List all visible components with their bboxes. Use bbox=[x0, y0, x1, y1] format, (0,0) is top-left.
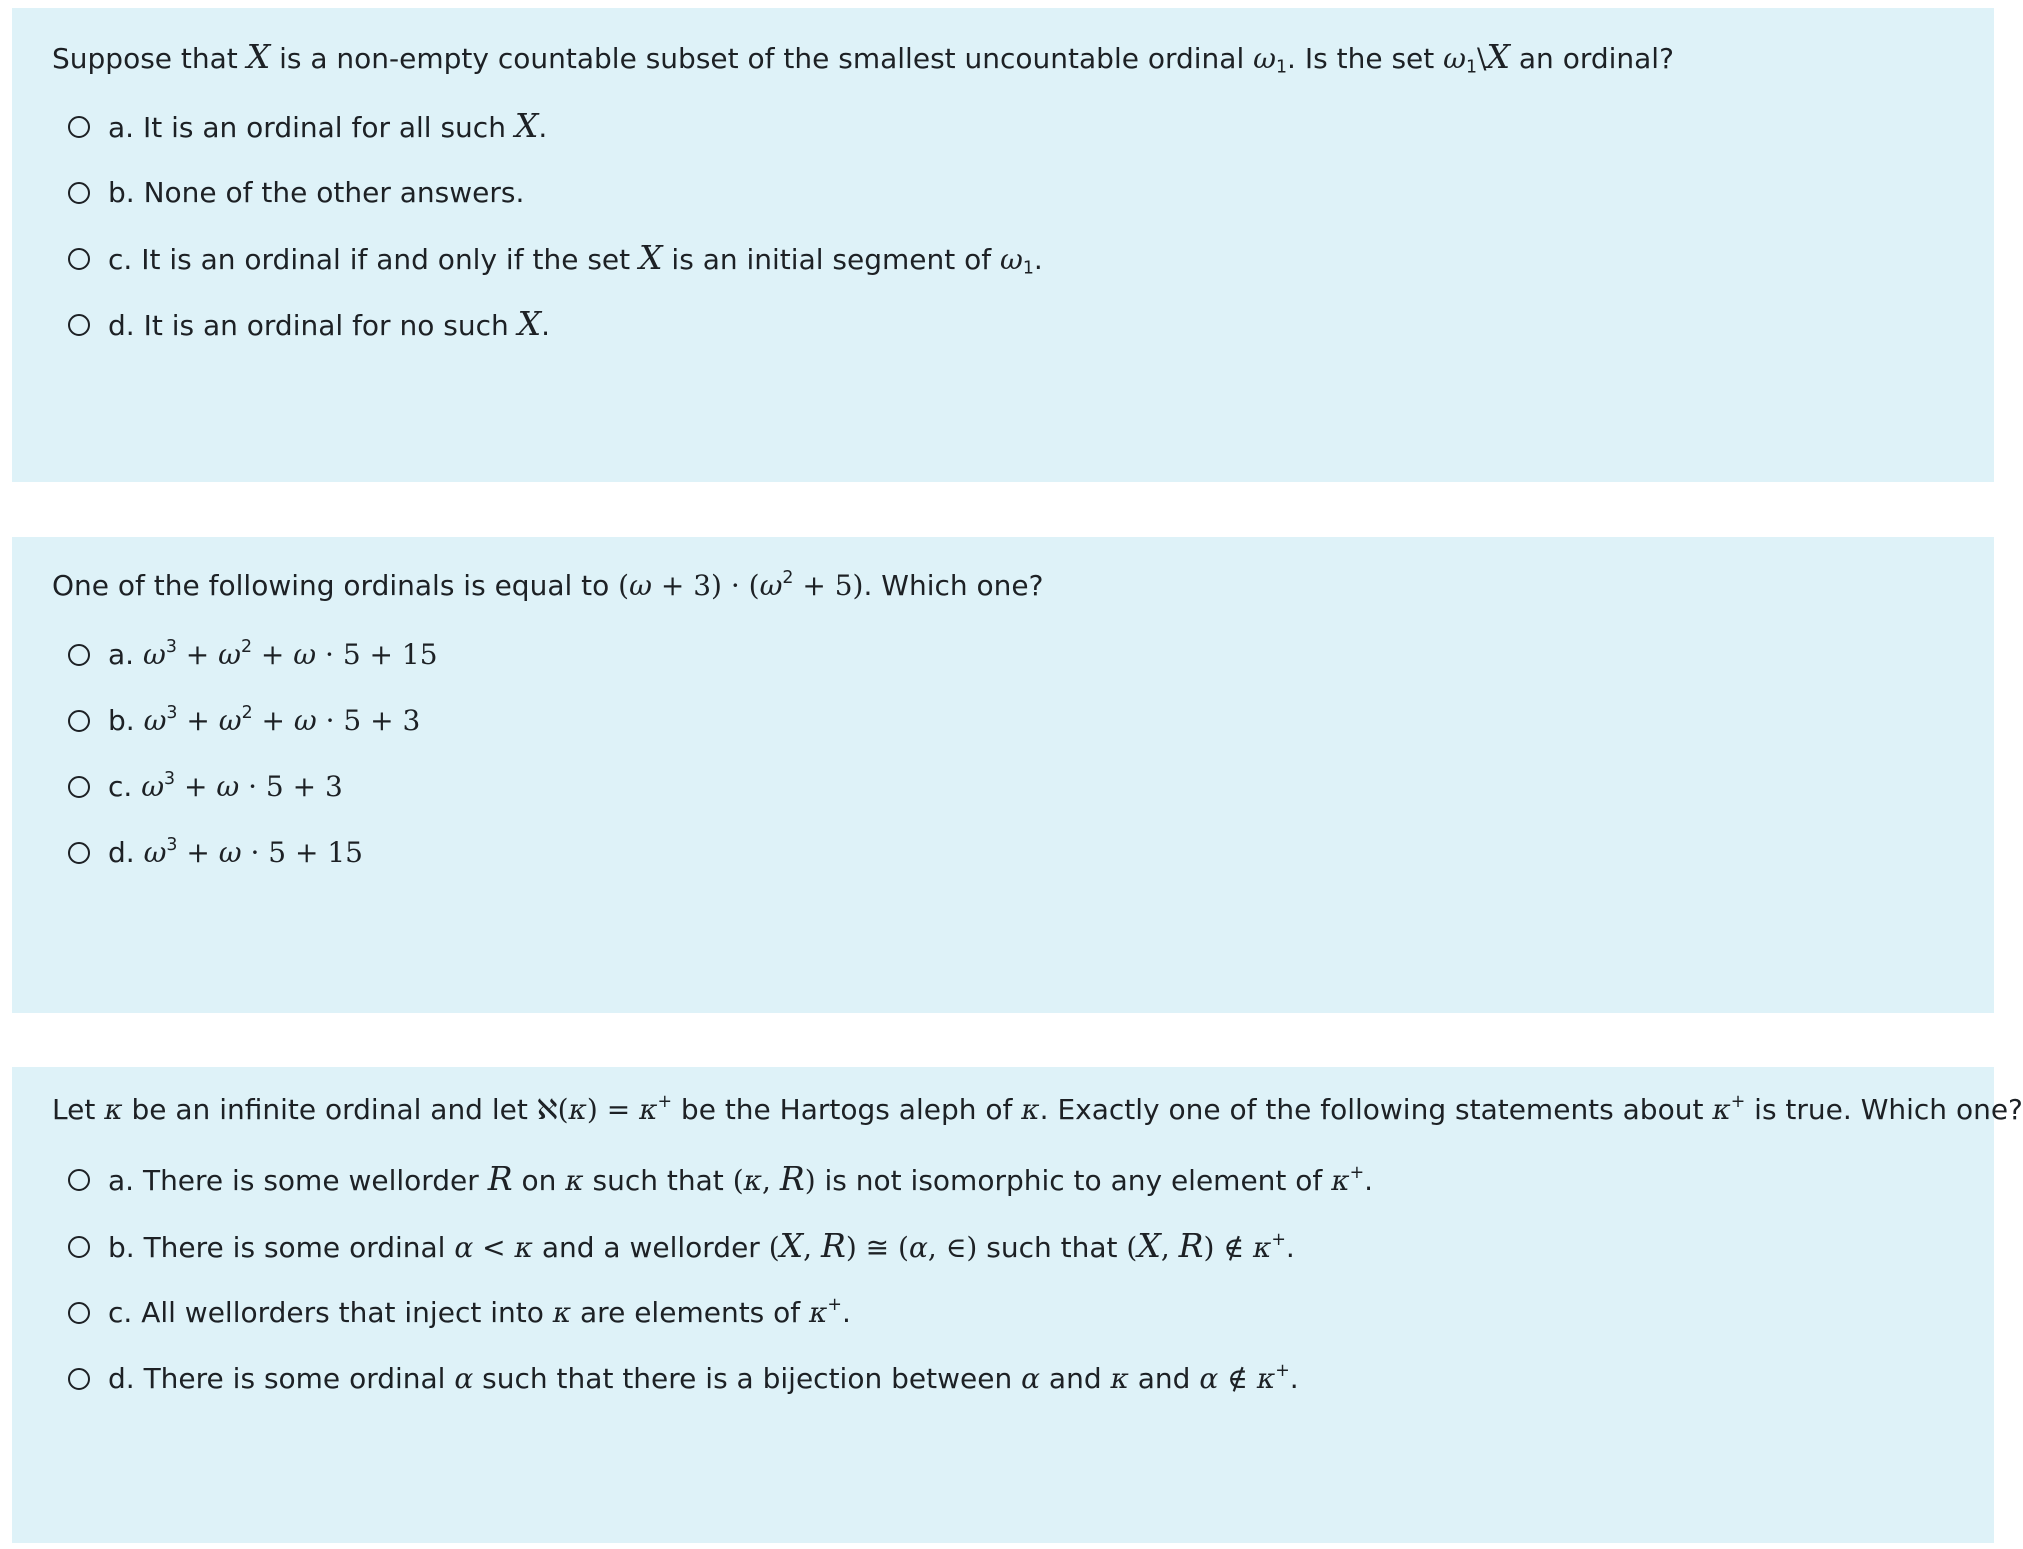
math-segment: + bbox=[1349, 1162, 1365, 1183]
answer-label bbox=[108, 635, 438, 675]
question-text bbox=[52, 37, 1674, 79]
math-segment: α bbox=[454, 1362, 474, 1395]
question-text bbox=[52, 1090, 2023, 1130]
math-segment: κ bbox=[809, 1296, 828, 1329]
math-segment: 2 bbox=[782, 567, 794, 588]
radio-button-icon[interactable] bbox=[68, 710, 90, 732]
math-segment: + bbox=[176, 638, 219, 671]
question-text bbox=[52, 566, 1044, 606]
answer-label bbox=[108, 1226, 1295, 1268]
answer-option-a[interactable] bbox=[68, 1160, 1373, 1200]
math-segment: ℵ( bbox=[536, 1093, 569, 1126]
text-segment: Let bbox=[52, 1093, 105, 1126]
math-segment: α bbox=[1199, 1362, 1219, 1395]
text-segment: . bbox=[1033, 243, 1043, 276]
math-segment: + 5) bbox=[793, 569, 864, 602]
math-segment: κ bbox=[743, 1164, 762, 1197]
math-segment: R bbox=[487, 1159, 513, 1198]
answer-option-d[interactable] bbox=[68, 1359, 1299, 1399]
radio-button-icon[interactable] bbox=[68, 248, 90, 270]
radio-button-icon[interactable] bbox=[68, 314, 90, 336]
radio-button-icon[interactable] bbox=[68, 1302, 90, 1324]
text-segment: such that bbox=[977, 1231, 1127, 1264]
text-segment: and a wellorder bbox=[532, 1231, 769, 1264]
math-segment: ω bbox=[218, 704, 242, 737]
text-segment: Suppose that bbox=[52, 42, 247, 75]
math-segment: 3 bbox=[166, 834, 178, 855]
math-segment: ω bbox=[1000, 243, 1023, 276]
radio-button-icon[interactable] bbox=[68, 776, 90, 798]
radio-button-icon[interactable] bbox=[68, 182, 90, 204]
text-segment: . bbox=[1289, 1362, 1299, 1395]
answer-label bbox=[108, 1359, 1299, 1399]
math-segment: ω bbox=[293, 638, 317, 671]
text-segment: d. It is an ordinal for no such bbox=[108, 309, 518, 342]
text-segment: on bbox=[512, 1164, 566, 1197]
math-segment: + 3) · ( bbox=[651, 569, 760, 602]
math-segment: ( bbox=[1126, 1231, 1138, 1264]
math-segment: + bbox=[175, 770, 217, 803]
math-segment: κ bbox=[1331, 1164, 1350, 1197]
math-segment: R bbox=[1178, 1226, 1204, 1265]
math-segment: R bbox=[779, 1159, 805, 1198]
math-segment: κ bbox=[1256, 1362, 1276, 1395]
math-segment: + bbox=[252, 704, 294, 737]
math-segment: · 5 + 15 bbox=[316, 638, 438, 671]
math-segment: X bbox=[514, 106, 539, 145]
question-card-3 bbox=[12, 1067, 2023, 1543]
math-segment: κ bbox=[639, 1093, 658, 1126]
answer-label bbox=[108, 173, 524, 213]
math-segment: ω bbox=[1443, 42, 1466, 75]
math-segment: + bbox=[657, 1091, 673, 1112]
math-segment: 2 bbox=[240, 636, 253, 657]
math-segment: 2 bbox=[241, 702, 253, 723]
answer-option-a[interactable] bbox=[68, 107, 547, 147]
math-segment: , bbox=[1160, 1231, 1179, 1264]
text-segment: such that there is a bijection between bbox=[473, 1362, 1022, 1395]
math-segment: , ∈) bbox=[927, 1231, 978, 1264]
math-segment: κ bbox=[104, 1093, 123, 1126]
answer-label bbox=[108, 304, 550, 346]
text-segment: is an initial segment of bbox=[662, 243, 1001, 276]
math-segment: ω bbox=[141, 770, 165, 803]
text-segment: a. There is some wellorder bbox=[108, 1164, 488, 1197]
math-segment: , bbox=[762, 1164, 780, 1197]
math-segment: R bbox=[820, 1226, 846, 1265]
math-segment: ω bbox=[216, 770, 240, 803]
radio-button-icon[interactable] bbox=[68, 644, 90, 666]
math-segment: ω bbox=[142, 638, 166, 671]
answer-option-a[interactable] bbox=[68, 635, 438, 675]
math-segment: · 5 + 15 bbox=[241, 836, 363, 869]
text-segment: . Which one? bbox=[863, 569, 1044, 602]
text-segment: c. It is an ordinal if and only if the set bbox=[108, 243, 640, 276]
text-segment: is true. Which one? bbox=[1745, 1093, 2023, 1126]
text-segment: be an infinite ordinal and let bbox=[122, 1093, 537, 1126]
math-segment: κ bbox=[568, 1093, 587, 1126]
answer-option-b[interactable] bbox=[68, 1227, 1295, 1267]
math-segment: ω bbox=[143, 704, 167, 737]
math-segment: ω bbox=[218, 638, 241, 671]
math-segment: ) ≅ ( bbox=[845, 1231, 909, 1264]
math-segment: ( bbox=[768, 1231, 780, 1264]
text-segment: d. There is some ordinal bbox=[108, 1362, 455, 1395]
answer-label bbox=[108, 701, 420, 741]
math-segment: κ bbox=[1712, 1093, 1731, 1126]
text-segment: b. None of the other answers. bbox=[108, 176, 525, 209]
text-segment: . bbox=[538, 111, 548, 144]
math-segment: < bbox=[473, 1231, 515, 1264]
math-segment: · 5 + 3 bbox=[239, 770, 343, 803]
text-segment: . bbox=[1285, 1231, 1295, 1264]
math-segment: α bbox=[454, 1231, 474, 1264]
math-segment: X bbox=[246, 37, 271, 76]
math-segment: + bbox=[1275, 1360, 1290, 1381]
answer-option-b[interactable] bbox=[68, 701, 420, 741]
math-segment: ω bbox=[759, 569, 783, 602]
text-segment: c. bbox=[108, 770, 142, 803]
text-segment: c. All wellorders that inject into bbox=[108, 1296, 553, 1329]
text-segment: a. bbox=[108, 638, 143, 671]
text-segment: such that bbox=[583, 1164, 733, 1197]
math-segment: + bbox=[252, 638, 294, 671]
math-segment: κ bbox=[565, 1164, 584, 1197]
math-segment: κ bbox=[1021, 1093, 1040, 1126]
answer-option-c[interactable] bbox=[68, 239, 1043, 279]
math-segment: X bbox=[639, 238, 663, 277]
math-segment: ( bbox=[732, 1164, 744, 1197]
text-segment: b. There is some ordinal bbox=[108, 1231, 455, 1264]
text-segment: and bbox=[1040, 1362, 1111, 1395]
radio-button-icon[interactable] bbox=[68, 116, 90, 138]
text-segment: . bbox=[841, 1296, 851, 1329]
answer-label bbox=[108, 238, 1043, 280]
math-segment: κ bbox=[514, 1231, 533, 1264]
math-segment: + bbox=[1730, 1091, 1746, 1112]
math-segment: 1 bbox=[1276, 57, 1288, 78]
answer-label bbox=[108, 833, 363, 873]
math-segment: ω bbox=[1253, 42, 1276, 75]
answer-option-b[interactable] bbox=[68, 173, 524, 213]
text-segment: a. It is an ordinal for all such bbox=[108, 111, 515, 144]
radio-button-icon[interactable] bbox=[68, 842, 90, 864]
text-segment: One of the following ordinals is equal to bbox=[52, 569, 619, 602]
math-segment: ω bbox=[293, 704, 317, 737]
answer-label bbox=[108, 1293, 851, 1333]
math-segment: ( bbox=[618, 569, 630, 602]
math-segment: κ bbox=[1252, 1231, 1272, 1264]
text-segment: an ordinal? bbox=[1509, 42, 1674, 75]
math-segment: α bbox=[908, 1231, 928, 1264]
math-segment: ∉ bbox=[1218, 1362, 1257, 1395]
answer-option-d[interactable] bbox=[68, 305, 550, 345]
math-segment: X bbox=[779, 1226, 804, 1265]
question-card-1 bbox=[12, 8, 1994, 482]
math-segment: , bbox=[803, 1231, 821, 1264]
math-segment: ω bbox=[143, 836, 167, 869]
answer-label bbox=[108, 767, 343, 807]
text-segment: is a non-empty countable subset of the smallest uncountable ordinal bbox=[270, 42, 1254, 75]
math-segment: 3 bbox=[164, 768, 176, 789]
text-segment: . bbox=[541, 309, 551, 342]
text-segment: b. bbox=[108, 704, 144, 737]
math-segment: ) = bbox=[586, 1093, 640, 1126]
text-segment: d. bbox=[108, 836, 144, 869]
radio-button-icon[interactable] bbox=[68, 1169, 90, 1191]
question-card-2 bbox=[12, 537, 1994, 1013]
math-segment: ) ∉ bbox=[1203, 1231, 1253, 1264]
math-segment: \ bbox=[1477, 42, 1487, 75]
radio-button-icon[interactable] bbox=[68, 1236, 90, 1258]
answer-label bbox=[108, 1159, 1373, 1201]
text-segment: . bbox=[1364, 1164, 1374, 1197]
math-segment: X bbox=[1137, 1226, 1161, 1265]
answer-option-c[interactable] bbox=[68, 767, 343, 807]
math-segment: + bbox=[177, 836, 219, 869]
answer-label bbox=[108, 106, 547, 148]
math-segment: 1 bbox=[1022, 258, 1034, 279]
math-segment: 1 bbox=[1465, 57, 1478, 78]
answer-option-c[interactable] bbox=[68, 1293, 851, 1333]
math-segment: X bbox=[517, 304, 542, 343]
math-segment: + bbox=[827, 1294, 842, 1315]
math-segment: α bbox=[1021, 1362, 1041, 1395]
text-segment: be the Hartogs aleph of bbox=[672, 1093, 1022, 1126]
math-segment: 3 bbox=[165, 636, 177, 657]
text-segment: are elements of bbox=[571, 1296, 810, 1329]
math-segment: X bbox=[1486, 37, 1510, 76]
math-segment: κ bbox=[552, 1296, 572, 1329]
math-segment: ω bbox=[629, 569, 652, 602]
math-segment: ) bbox=[804, 1164, 816, 1197]
text-segment: is not isomorphic to any element of bbox=[815, 1164, 1332, 1197]
text-segment: and bbox=[1128, 1362, 1200, 1395]
math-segment: ω bbox=[218, 836, 242, 869]
radio-button-icon[interactable] bbox=[68, 1368, 90, 1390]
answer-option-d[interactable] bbox=[68, 833, 363, 873]
text-segment: . Exactly one of the following statements about bbox=[1039, 1093, 1713, 1126]
math-segment: + bbox=[1271, 1229, 1286, 1250]
text-segment: . Is the set bbox=[1287, 42, 1444, 75]
math-segment: · 5 + 3 bbox=[316, 704, 421, 737]
math-segment: κ bbox=[1110, 1362, 1129, 1395]
math-segment: 3 bbox=[166, 702, 178, 723]
math-segment: + bbox=[177, 704, 219, 737]
